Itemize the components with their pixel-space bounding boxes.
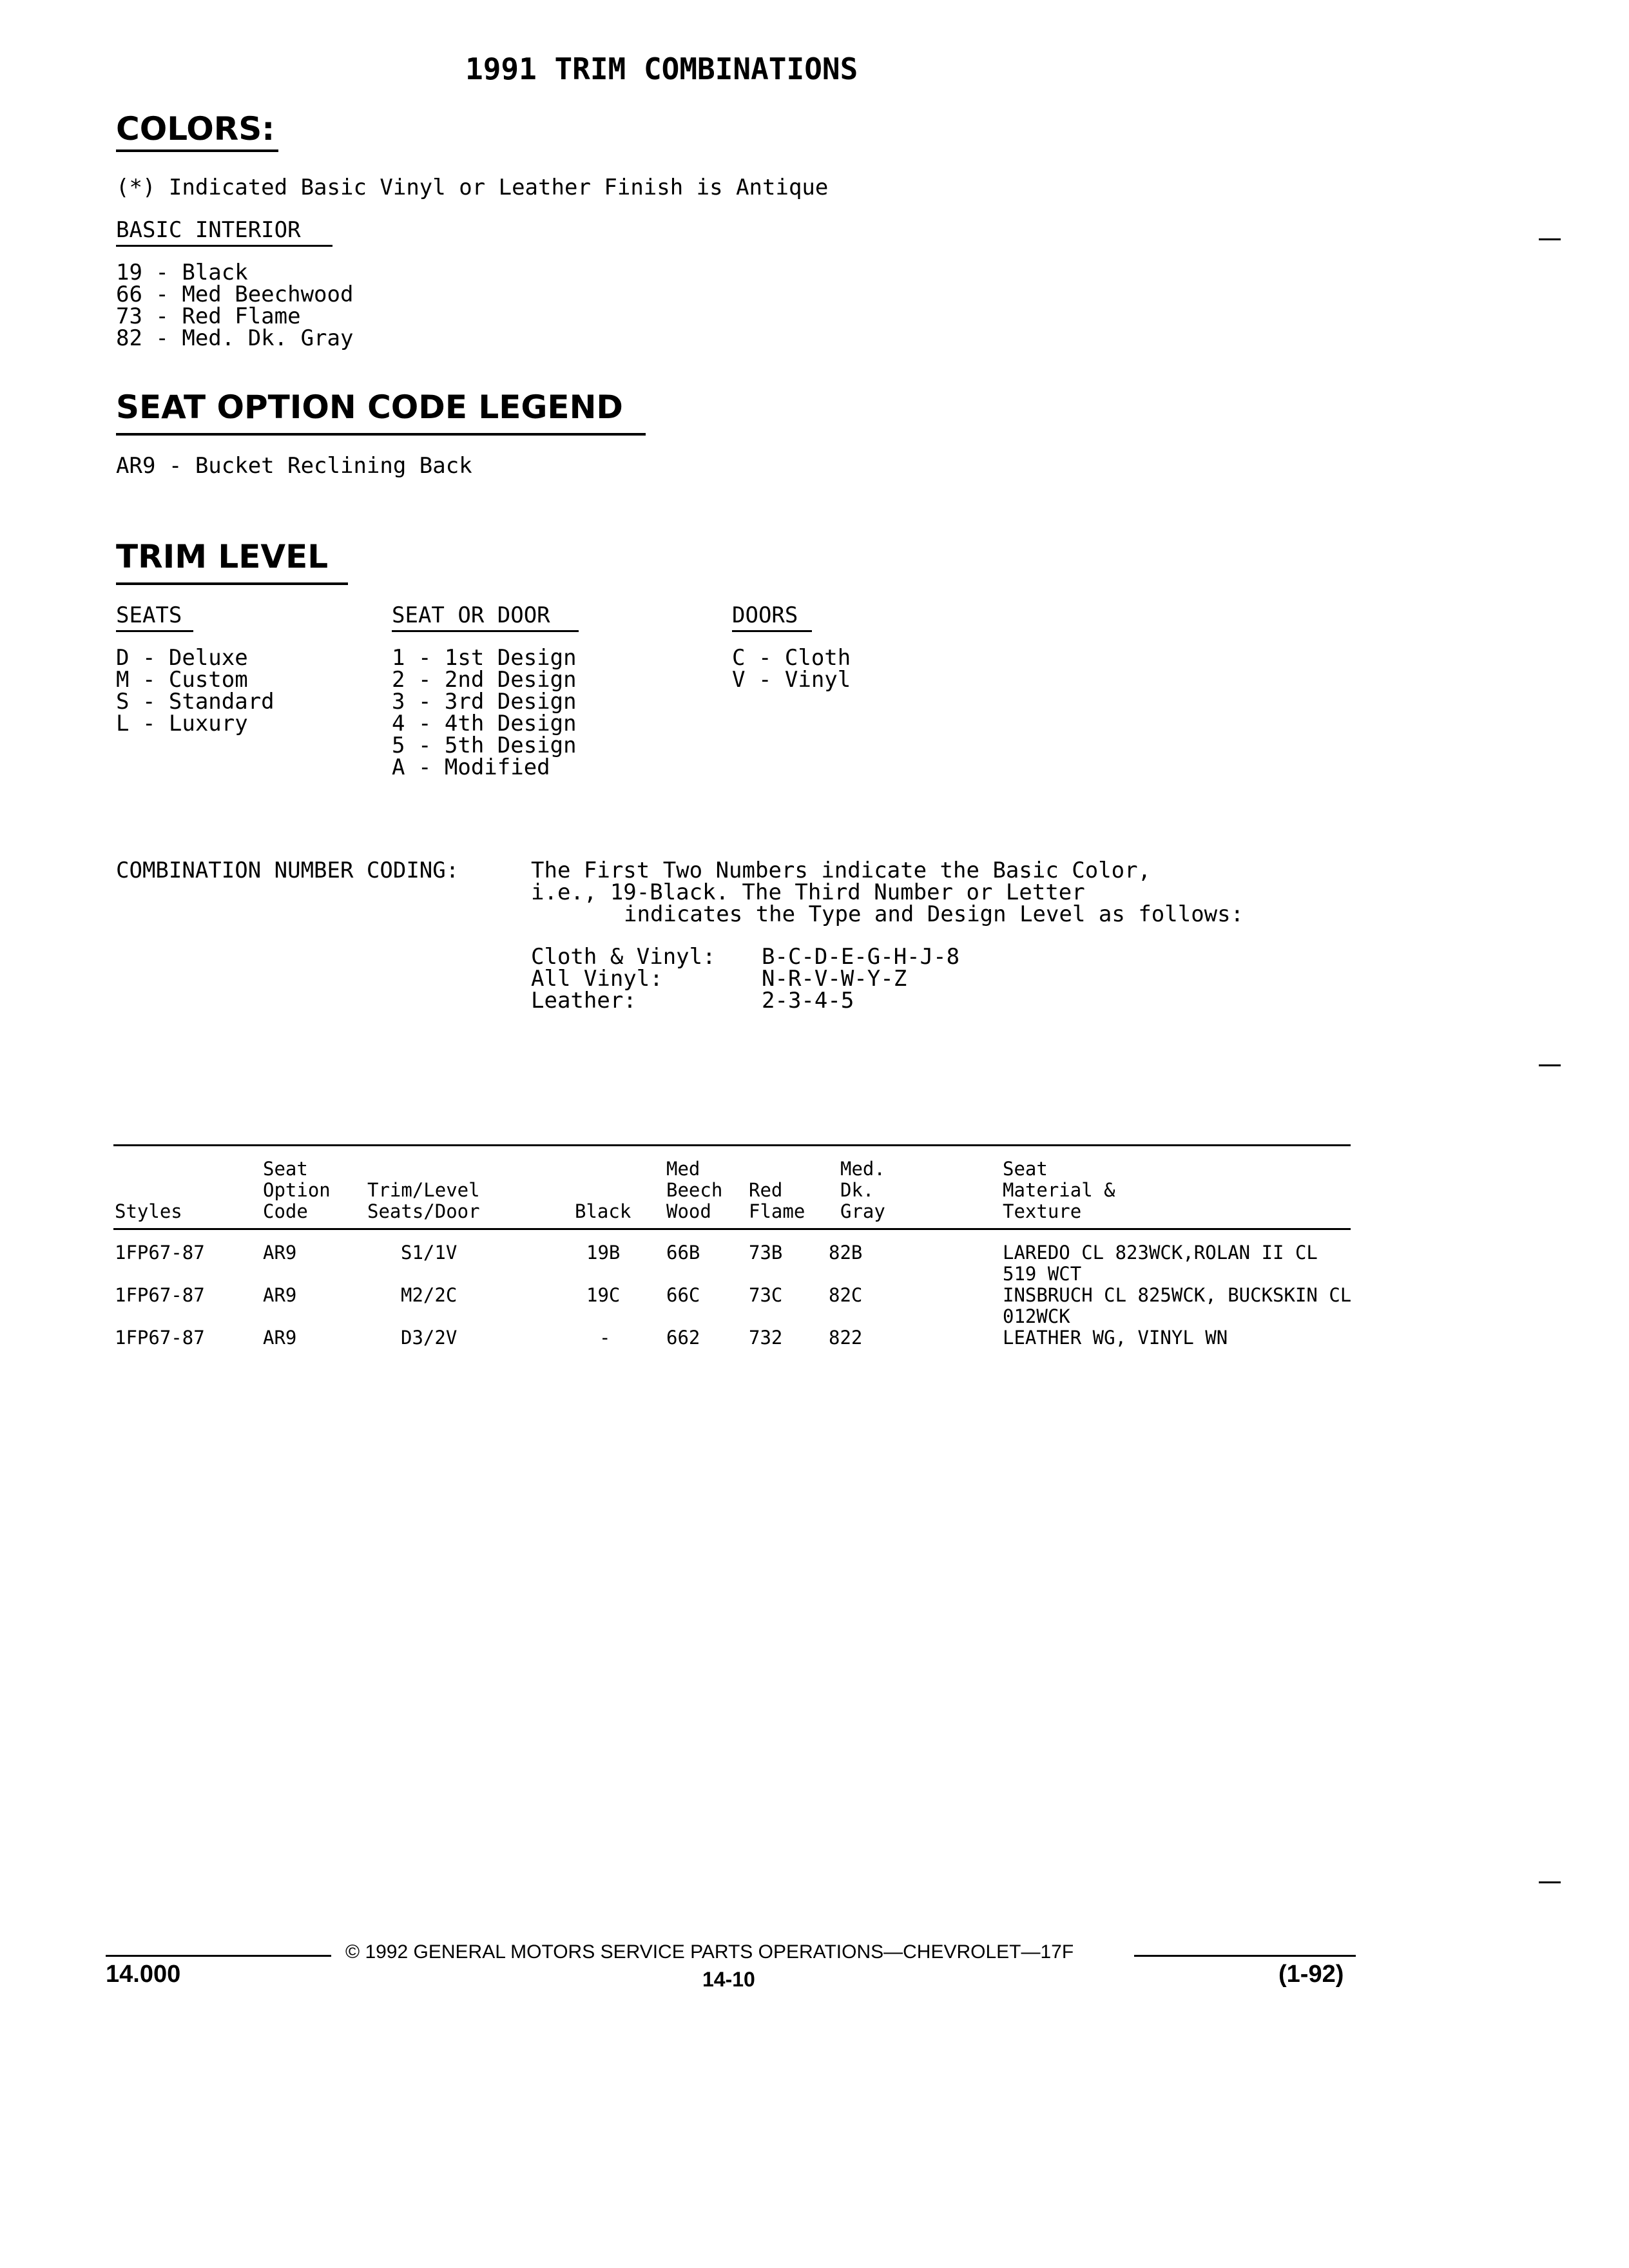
- coding-line: The First Two Numbers indicate the Basic Color,: [531, 858, 1152, 883]
- cell-beech: 662: [666, 1327, 700, 1349]
- header-black: Black: [575, 1200, 631, 1222]
- seats-label-underline: [116, 630, 193, 632]
- header-material: Seat: [1003, 1158, 1048, 1180]
- footer-copyright: © 1992 GENERAL MOTORS SERVICE PARTS OPERATIONS—CHEVROLET—17F: [345, 1941, 1074, 1963]
- footer-section: 14.000: [106, 1961, 181, 1988]
- margin-mark: [1539, 1881, 1561, 1883]
- cell-code: AR9: [263, 1327, 297, 1349]
- seat-option-heading: SEAT OPTION CODE LEGEND: [116, 389, 623, 426]
- margin-mark: [1539, 1064, 1561, 1066]
- header-beech: Med: [666, 1158, 700, 1180]
- coding-type-label: Leather:: [531, 988, 637, 1014]
- table-header-rule: [113, 1228, 1351, 1230]
- header-material: Texture: [1003, 1200, 1082, 1222]
- cell-material: LAREDO CL 823WCK,ROLAN II CL: [1003, 1242, 1318, 1264]
- coding-type-value: B-C-D-E-G-H-J-8: [762, 944, 960, 970]
- cell-gray: 822: [829, 1327, 863, 1349]
- cell-red: 732: [749, 1327, 783, 1349]
- header-gray: Gray: [840, 1200, 885, 1222]
- cell-material: INSBRUCH CL 825WCK, BUCKSKIN CL: [1003, 1284, 1352, 1306]
- cell-red: 73C: [749, 1284, 783, 1306]
- coding-type-value: N-R-V-W-Y-Z: [762, 966, 907, 992]
- colors-note: (*) Indicated Basic Vinyl or Leather Finish is Antique: [116, 175, 829, 200]
- cell-code: AR9: [263, 1242, 297, 1264]
- header-styles: Styles: [115, 1200, 182, 1222]
- colors-heading: COLORS:: [116, 110, 275, 148]
- cell-black: -: [599, 1327, 611, 1349]
- coding-label: COMBINATION NUMBER CODING:: [116, 858, 459, 883]
- coding-type-label: All Vinyl:: [531, 966, 663, 992]
- header-material: Material &: [1003, 1179, 1115, 1201]
- colors-heading-underline: [116, 149, 278, 152]
- doors-label: DOORS: [732, 602, 798, 628]
- cell-style: 1FP67-87: [115, 1284, 205, 1306]
- cell-trim: S1/1V: [401, 1242, 458, 1264]
- cell-black: 19C: [586, 1284, 621, 1306]
- doors-label-underline: [732, 630, 812, 632]
- footer-rule-left: [106, 1955, 331, 1957]
- cell-style: 1FP67-87: [115, 1242, 205, 1264]
- color-item: 73 - Red Flame: [116, 303, 301, 329]
- header-seat-option: Code: [263, 1200, 308, 1222]
- trim-level-underline: [116, 582, 348, 585]
- cell-beech: 66B: [666, 1242, 700, 1264]
- cell-gray: 82B: [829, 1242, 863, 1264]
- color-item: 66 - Med Beechwood: [116, 282, 354, 307]
- margin-mark: [1539, 238, 1561, 240]
- seat-or-door-underline: [392, 630, 579, 632]
- seats-label: SEATS: [116, 602, 182, 628]
- coding-line: i.e., 19-Black. The Third Number or Letter: [531, 879, 1085, 905]
- header-red: Flame: [749, 1200, 805, 1222]
- seat-or-door-item: 2 - 2nd Design: [392, 667, 577, 693]
- seat-item: S - Standard: [116, 689, 275, 715]
- seat-or-door-label: SEAT OR DOOR: [392, 602, 550, 628]
- header-beech: Wood: [666, 1200, 711, 1222]
- header-gray: Med.: [840, 1158, 885, 1180]
- header-gray: Dk.: [840, 1179, 874, 1201]
- cell-beech: 66C: [666, 1284, 700, 1306]
- coding-type-value: 2-3-4-5: [762, 988, 854, 1014]
- color-item: 19 - Black: [116, 260, 248, 285]
- header-seat-option: Option: [263, 1179, 331, 1201]
- seat-item: D - Deluxe: [116, 645, 248, 671]
- header-red: Red: [749, 1179, 783, 1201]
- seat-or-door-item: 3 - 3rd Design: [392, 689, 577, 715]
- coding-type-label: Cloth & Vinyl:: [531, 944, 716, 970]
- seat-option-item: AR9 - Bucket Reclining Back: [116, 453, 472, 479]
- basic-interior-underline: [116, 245, 333, 247]
- footer-page: 14-10: [702, 1968, 755, 1991]
- seat-or-door-item: 4 - 4th Design: [392, 711, 577, 736]
- cell-material: 519 WCT: [1003, 1263, 1082, 1285]
- cell-trim: M2/2C: [401, 1284, 458, 1306]
- cell-material: 012WCK: [1003, 1305, 1070, 1327]
- footer-rule-right: [1134, 1955, 1356, 1957]
- door-item: V - Vinyl: [732, 667, 851, 693]
- coding-line: indicates the Type and Design Level as follows:: [624, 901, 1244, 927]
- cell-black: 19B: [586, 1242, 621, 1264]
- cell-style: 1FP67-87: [115, 1327, 205, 1349]
- cell-trim: D3/2V: [401, 1327, 458, 1349]
- header-trim: Seats/Door: [367, 1200, 480, 1222]
- table-top-rule: [113, 1144, 1351, 1146]
- header-trim: Trim/Level: [367, 1179, 480, 1201]
- header-seat-option: Seat: [263, 1158, 308, 1180]
- seat-item: L - Luxury: [116, 711, 248, 736]
- trim-level-heading: TRIM LEVEL: [116, 538, 329, 575]
- cell-material: LEATHER WG, VINYL WN: [1003, 1327, 1228, 1349]
- cell-code: AR9: [263, 1284, 297, 1306]
- footer-date: (1-92): [1278, 1961, 1344, 1988]
- door-item: C - Cloth: [732, 645, 851, 671]
- cell-red: 73B: [749, 1242, 783, 1264]
- seat-or-door-item: 5 - 5th Design: [392, 733, 577, 758]
- cell-gray: 82C: [829, 1284, 863, 1306]
- page-title: 1991 TRIM COMBINATIONS: [465, 52, 858, 86]
- seat-item: M - Custom: [116, 667, 248, 693]
- seat-option-underline: [116, 433, 646, 436]
- basic-interior-label: BASIC INTERIOR: [116, 217, 301, 243]
- seat-or-door-item: 1 - 1st Design: [392, 645, 577, 671]
- color-item: 82 - Med. Dk. Gray: [116, 325, 354, 351]
- seat-or-door-item: A - Modified: [392, 754, 550, 780]
- header-beech: Beech: [666, 1179, 723, 1201]
